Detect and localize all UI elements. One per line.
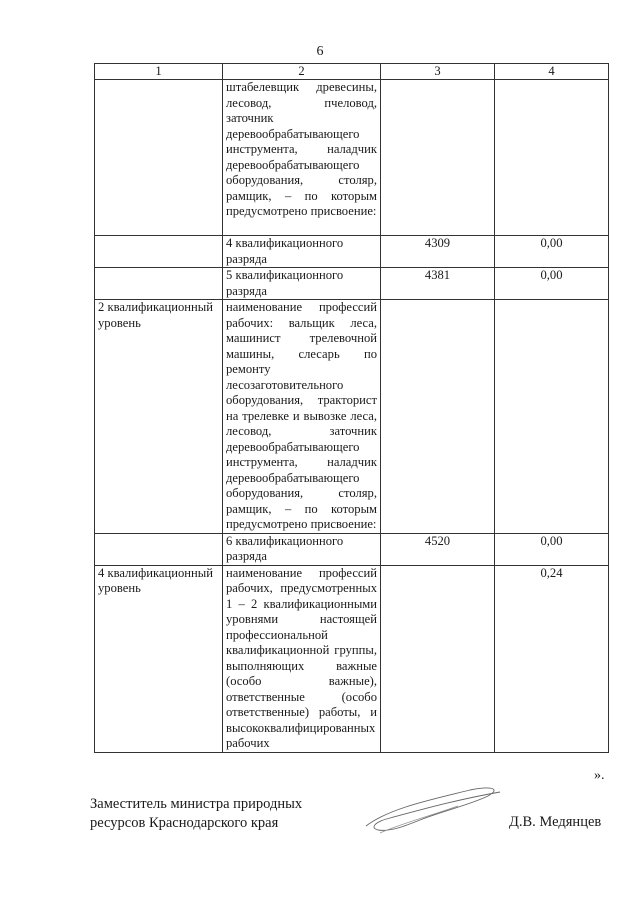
salary-cell <box>381 80 495 236</box>
profession-cell: 4 квалификационного разряда <box>223 236 381 268</box>
level-cell <box>95 236 223 268</box>
profession-cell: 6 квалификационного разряда <box>223 533 381 565</box>
qualification-table <box>94 63 609 753</box>
coefficient-cell: 0,00 <box>495 533 609 565</box>
table-row <box>95 236 609 268</box>
level-cell: 2 квалификационный уровень <box>95 300 223 534</box>
profession-cell: наименование профессий рабочих, предусмотренных 1 – 2 квалификационными уровнями настоящей профессиональной квалификационной группы, выполняющих важные (особо важные), ответственные (особо ответственные) работы, и высококвалифицированных рабочих <box>223 565 381 752</box>
table-row <box>95 80 609 236</box>
closing-quote-mark: ». <box>594 768 605 783</box>
coefficient-cell: 0,24 <box>495 565 609 752</box>
page-number: 6 <box>316 44 324 59</box>
table-row <box>95 533 609 565</box>
profession-cell: наименование профессий рабочих: вальщик леса, машинист трелевочной машины, слесарь по ремонту лесозаготовительного оборудования, тракторист на трелевке и вывозке леса, лесовод, заточник деревообрабатывающего инструмента, наладчик деревообрабатывающего оборудования, столяр, рамщик, – по которым предусмотрено присвоение: <box>223 300 381 534</box>
column-header-4: 4 <box>495 64 609 80</box>
salary-cell: 4381 <box>381 268 495 300</box>
salary-cell <box>381 565 495 752</box>
column-header-1: 1 <box>95 64 223 80</box>
signatory-position <box>90 795 302 833</box>
table-header-row <box>95 64 609 80</box>
salary-cell <box>381 300 495 534</box>
salary-cell: 4309 <box>381 236 495 268</box>
profession-cell: штабелевщик древесины, лесовод, пчеловод, заточник деревообрабатывающего инструмента, наладчик деревообрабатывающего оборудования, столяр, рамщик, – по которым предусмотрено присвоение: <box>223 80 381 236</box>
salary-cell: 4520 <box>381 533 495 565</box>
column-header-3: 3 <box>381 64 495 80</box>
level-cell <box>95 80 223 236</box>
level-cell <box>95 533 223 565</box>
coefficient-cell <box>495 300 609 534</box>
table-row <box>95 268 609 300</box>
table-row <box>95 565 609 752</box>
coefficient-cell: 0,00 <box>495 268 609 300</box>
coefficient-cell <box>495 80 609 236</box>
coefficient-cell: 0,00 <box>495 236 609 268</box>
table-row <box>95 300 609 534</box>
level-cell <box>95 268 223 300</box>
signatory-position-line-1: Заместитель министра природных <box>90 796 303 812</box>
handwritten-signature <box>360 778 510 838</box>
column-header-2: 2 <box>223 64 381 80</box>
signatory-position-line-2: ресурсов Краснодарского края <box>90 815 279 831</box>
level-cell: 4 квалификационный уровень <box>95 565 223 752</box>
profession-cell: 5 квалификационного разряда <box>223 268 381 300</box>
signatory-name: Д.В. Медянцев <box>509 814 602 830</box>
